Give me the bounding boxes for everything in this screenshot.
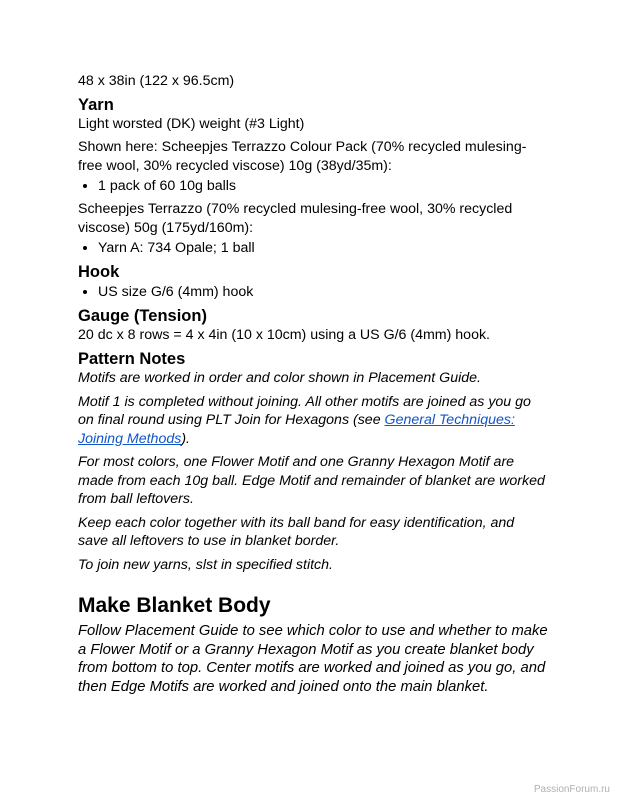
- hook-heading: Hook: [78, 263, 120, 281]
- yarn-weight: Light worsted (DK) weight (#3 Light): [78, 116, 305, 132]
- note-2-pre: Motif 1 is completed without joining. All other motifs are joined as you go on final round using PLT Join for Hexagons (see: [78, 393, 531, 428]
- make-body-text: Follow Placement Guide to see which color to use and whether to make a Flower Motif or a Granny Hexagon Motif as you create blanket body from bottom to top. Center motifs are worked and joined as you go, and then Edge Motifs are worked and joined onto the main blanket.: [78, 623, 548, 695]
- yarn-second: Scheepjes Terrazzo (70% recycled mulesing-free wool, 30% recycled viscose) 50g (175yd/160m):: [78, 201, 513, 236]
- note-5: To join new yarns, slst in specified stitch.: [78, 556, 333, 573]
- list-item: • US size G/6 (4mm) hook: [98, 283, 548, 302]
- gauge-text: 20 dc x 8 rows = 4 x 4in (10 x 10cm) using a US G/6 (4mm) hook.: [78, 327, 490, 343]
- yarn-heading: Yarn: [78, 96, 114, 114]
- document-page: [78, 72, 548, 696]
- note-3: For most colors, one Flower Motif and one Granny Hexagon Motif are made from each 10g ball. Edge Motif and remainder of blanket are worked from ball leftovers.: [78, 454, 545, 507]
- hook-list: [78, 283, 548, 302]
- watermark: PassionForum.ru: [533, 784, 610, 795]
- gauge-heading: Gauge (Tension): [78, 307, 207, 325]
- note-2: [78, 393, 548, 449]
- yarn-pack-list: [78, 177, 548, 196]
- note-2-post: ).: [181, 430, 190, 447]
- joining-methods-link[interactable]: General Techniques: Joining Methods: [78, 412, 515, 447]
- list-item: • 1 pack of 60 10g balls: [98, 177, 548, 196]
- yarn-shown-here: Shown here: Scheepjes Terrazzo Colour Pack (70% recycled mulesing-free wool, 30% recycled viscose) 10g (38yd/35m):: [78, 139, 527, 174]
- pattern-notes-heading: Pattern Notes: [78, 350, 186, 368]
- size-line: 48 x 38in (122 x 96.5cm): [78, 73, 235, 89]
- note-4: Keep each color together with its ball band for easy identification, and save all leftovers to use in blanket border.: [78, 514, 515, 549]
- make-body-heading: Make Blanket Body: [78, 594, 271, 617]
- note-1: Motifs are worked in order and color shown in Placement Guide.: [78, 370, 481, 386]
- yarn-second-list: [78, 239, 548, 258]
- list-item: • Yarn A: 734 Opale; 1 ball: [98, 239, 548, 258]
